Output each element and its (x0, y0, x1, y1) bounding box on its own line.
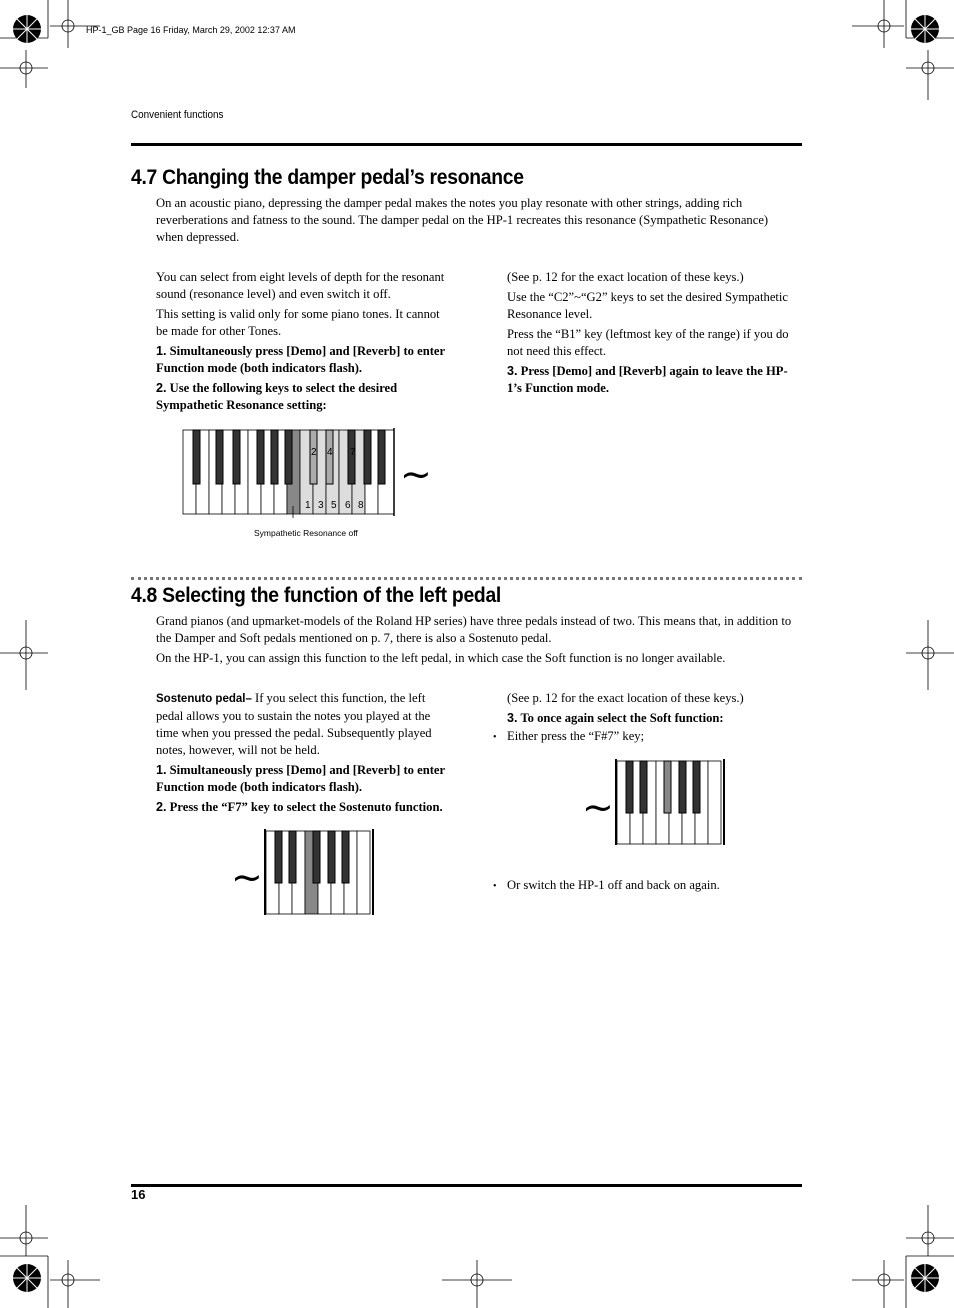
diagram-caption: Sympathetic Resonance off (254, 528, 358, 538)
key-label-bottom: 3 (318, 500, 324, 511)
step-3: 3. To once again select the Soft function: (507, 711, 724, 725)
sostenuto-description: Sostenuto pedal– If you select this function, the left pedal allows you to sustain the notes you played at the time when you pressed the pedal. Subsequently played notes, however, will not be held. (156, 691, 432, 757)
section-4-7-right-column (507, 269, 802, 400)
section-divider (131, 577, 802, 580)
section-4-7-left-column (156, 269, 454, 417)
paragraph: This setting is valid only for some piano tones. It cannot be made for other Tones. (156, 307, 440, 338)
step-1: 1. Simultaneously press [Demo] and [Reverb] to enter Function mode (both indicators flash). (156, 344, 445, 375)
step-2: 2. Use the following keys to select the desired Sympathetic Resonance setting: (156, 381, 398, 412)
key-label-bottom: 6 (345, 500, 351, 511)
section-4-8-left-column (156, 690, 454, 819)
paragraph: (See p. 12 for the exact location of these keys.) (507, 691, 744, 705)
header-rule (131, 143, 802, 146)
bullet-item: • Or switch the HP-1 off and back on again. (493, 877, 954, 894)
continuation-tilde: ~ (582, 785, 614, 829)
soft-keyboard-diagram (613, 759, 727, 847)
key-label-bottom: 1 (305, 500, 311, 511)
key-label-top: 2 (311, 447, 317, 458)
paragraph: You can select from eight levels of depth for the resonant sound (resonance level) and even switch it off. (156, 270, 445, 301)
paragraph: (See p. 12 for the exact location of these keys.) (507, 270, 744, 284)
continuation-tilde: ~ (400, 452, 432, 496)
paragraph: Press the “B1” key (leftmost key of the range) if you do not need this effect. (507, 327, 789, 358)
section-4-8-right-column (507, 690, 802, 730)
step-2: 2. Press the “F7” key to select the Sostenuto function. (156, 800, 443, 814)
running-header: Convenient functions (131, 109, 224, 121)
section-title-4-8: 4.8 Selecting the function of the left pedal (131, 584, 502, 607)
continuation-tilde: ~ (231, 855, 263, 899)
step-1: 1. Simultaneously press [Demo] and [Reverb] to enter Function mode (both indicators flash). (156, 763, 445, 794)
page-number: 16 (131, 1187, 146, 1202)
section-4-8-paragraph: On the HP-1, you can assign this function to the left pedal, in which case the Soft function is no longer available. (156, 651, 726, 665)
key-label-top: 7 (350, 447, 356, 458)
print-slug: HP-1_GB Page 16 Friday, March 29, 2002 12:37 AM (86, 25, 296, 35)
section-4-7-intro: On an acoustic piano, depressing the damper pedal makes the notes you play resonate with other strings, adding rich reverberations and fatness to the sound. The damper pedal on the HP-1 recreates this resonance (Sympathetic Resonance) when depressed. (156, 196, 769, 244)
section-title-4-7: 4.7 Changing the damper pedal’s resonance (131, 166, 524, 189)
paragraph: Use the “C2”~“G2” keys to set the desired Sympathetic Resonance level. (507, 290, 788, 321)
bullet-item: • Either press the “F#7” key; (493, 728, 954, 745)
key-label-top: 4 (327, 447, 333, 458)
footer-rule (131, 1184, 802, 1187)
sostenuto-keyboard-diagram (262, 829, 376, 917)
step-3: 3. Press [Demo] and [Reverb] again to leave the HP-1’s Function mode. (507, 364, 788, 395)
key-label-bottom: 5 (331, 500, 337, 511)
section-4-8-paragraph: Grand pianos (and upmarket-models of the Roland HP series) have three pedals instead of two. This means that, in addition to the Damper and Soft pedals mentioned on p. 7, there is also a Sostenuto pedal. (156, 614, 792, 645)
key-label-bottom: 8 (358, 500, 364, 511)
